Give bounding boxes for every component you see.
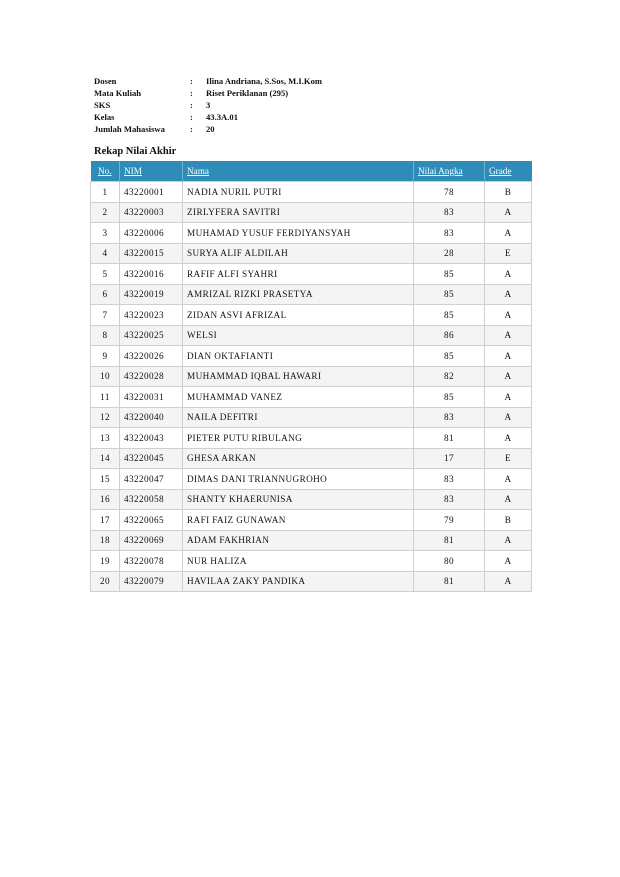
cell-nilai-angka: 28 xyxy=(414,243,485,264)
table-row xyxy=(91,489,532,510)
cell-nama: NAILA DEFITRI xyxy=(183,407,414,428)
cell-no: 7 xyxy=(91,305,120,326)
info-value: 43.3A.01 xyxy=(206,112,238,122)
info-separator: : xyxy=(190,88,193,98)
cell-nama: ADAM FAKHRIAN xyxy=(183,530,414,551)
cell-nim: 43220045 xyxy=(120,448,183,469)
cell-nim: 43220040 xyxy=(120,407,183,428)
cell-no: 19 xyxy=(91,551,120,572)
cell-grade: A xyxy=(485,469,532,490)
cell-nilai-angka: 83 xyxy=(414,407,485,428)
cell-no: 9 xyxy=(91,346,120,367)
cell-nim: 43220065 xyxy=(120,510,183,531)
table-row xyxy=(91,448,532,469)
cell-no: 10 xyxy=(91,366,120,387)
cell-no: 11 xyxy=(91,387,120,408)
info-separator: : xyxy=(190,112,193,122)
info-row xyxy=(94,123,322,135)
cell-nama: PIETER PUTU RIBULANG xyxy=(183,428,414,449)
column-header-nim[interactable]: NIM xyxy=(120,161,183,182)
cell-nim: 43220003 xyxy=(120,202,183,223)
table-row xyxy=(91,346,532,367)
cell-nilai-angka: 83 xyxy=(414,489,485,510)
cell-nilai-angka: 81 xyxy=(414,571,485,592)
cell-nama: SHANTY KHAERUNISA xyxy=(183,489,414,510)
cell-no: 4 xyxy=(91,243,120,264)
info-value: Ilina Andriana, S.Sos, M.I.Kom xyxy=(206,76,323,86)
cell-grade: A xyxy=(485,489,532,510)
info-value: 20 xyxy=(206,124,215,134)
table-row xyxy=(91,182,532,203)
info-row xyxy=(94,75,322,87)
cell-nama: ZIDAN ASVI AFRIZAL xyxy=(183,305,414,326)
table-row xyxy=(91,571,532,592)
table-row xyxy=(91,223,532,244)
cell-no: 5 xyxy=(91,264,120,285)
table-row xyxy=(91,510,532,531)
grades-table-body xyxy=(91,182,532,592)
cell-nim: 43220019 xyxy=(120,284,183,305)
cell-nim: 43220069 xyxy=(120,530,183,551)
cell-grade: E xyxy=(485,243,532,264)
cell-grade: A xyxy=(485,305,532,326)
info-separator: : xyxy=(190,76,193,86)
cell-nilai-angka: 85 xyxy=(414,264,485,285)
column-header-no[interactable]: No. xyxy=(91,161,120,182)
info-label: SKS xyxy=(94,100,111,110)
cell-nim: 43220006 xyxy=(120,223,183,244)
cell-nama: MUHAMMAD VANEZ xyxy=(183,387,414,408)
cell-nama: HAVILAA ZAKY PANDIKA xyxy=(183,571,414,592)
cell-no: 16 xyxy=(91,489,120,510)
cell-nim: 43220028 xyxy=(120,366,183,387)
cell-grade: A xyxy=(485,346,532,367)
cell-nim: 43220078 xyxy=(120,551,183,572)
table-header-row xyxy=(91,161,532,182)
cell-nama: WELSI xyxy=(183,325,414,346)
grades-table xyxy=(90,161,532,592)
table-row xyxy=(91,407,532,428)
cell-grade: A xyxy=(485,223,532,244)
cell-nim: 43220047 xyxy=(120,469,183,490)
cell-nilai-angka: 81 xyxy=(414,530,485,551)
cell-grade: A xyxy=(485,202,532,223)
cell-nilai-angka: 85 xyxy=(414,387,485,408)
cell-nama: NADIA NURIL PUTRI xyxy=(183,182,414,203)
table-row xyxy=(91,428,532,449)
cell-no: 20 xyxy=(91,571,120,592)
cell-grade: A xyxy=(485,530,532,551)
table-row xyxy=(91,366,532,387)
cell-nim: 43220026 xyxy=(120,346,183,367)
table-row xyxy=(91,202,532,223)
table-row xyxy=(91,551,532,572)
info-separator: : xyxy=(190,124,193,134)
cell-nim: 43220016 xyxy=(120,264,183,285)
cell-nilai-angka: 83 xyxy=(414,202,485,223)
cell-no: 13 xyxy=(91,428,120,449)
cell-nim: 43220023 xyxy=(120,305,183,326)
cell-nim: 43220043 xyxy=(120,428,183,449)
cell-no: 17 xyxy=(91,510,120,531)
cell-nim: 43220015 xyxy=(120,243,183,264)
table-row xyxy=(91,264,532,285)
cell-grade: A xyxy=(485,284,532,305)
column-header-grade[interactable]: Grade xyxy=(485,161,532,182)
cell-nilai-angka: 85 xyxy=(414,305,485,326)
table-row xyxy=(91,284,532,305)
cell-nilai-angka: 81 xyxy=(414,428,485,449)
cell-nim: 43220079 xyxy=(120,571,183,592)
table-row xyxy=(91,387,532,408)
cell-nama: MUHAMAD YUSUF FERDIYANSYAH xyxy=(183,223,414,244)
cell-grade: A xyxy=(485,407,532,428)
info-value: Riset Periklanan (295) xyxy=(206,88,289,98)
cell-grade: E xyxy=(485,448,532,469)
cell-nama: AMRIZAL RIZKI PRASETYA xyxy=(183,284,414,305)
cell-no: 3 xyxy=(91,223,120,244)
cell-no: 15 xyxy=(91,469,120,490)
cell-nilai-angka: 83 xyxy=(414,223,485,244)
cell-nama: RAFI FAIZ GUNAWAN xyxy=(183,510,414,531)
cell-grade: A xyxy=(485,571,532,592)
cell-nilai-angka: 80 xyxy=(414,551,485,572)
cell-no: 1 xyxy=(91,182,120,203)
cell-nilai-angka: 83 xyxy=(414,469,485,490)
cell-nama: SURYA ALIF ALDILAH xyxy=(183,243,414,264)
cell-nilai-angka: 86 xyxy=(414,325,485,346)
table-row xyxy=(91,325,532,346)
table-row xyxy=(91,305,532,326)
cell-grade: A xyxy=(485,366,532,387)
cell-grade: A xyxy=(485,387,532,408)
cell-no: 14 xyxy=(91,448,120,469)
cell-nim: 43220025 xyxy=(120,325,183,346)
cell-nilai-angka: 79 xyxy=(414,510,485,531)
info-row xyxy=(94,111,322,123)
cell-no: 2 xyxy=(91,202,120,223)
info-label: Dosen xyxy=(94,76,117,86)
cell-nilai-angka: 78 xyxy=(414,182,485,203)
cell-nim: 43220058 xyxy=(120,489,183,510)
info-label: Mata Kuliah xyxy=(94,88,142,98)
cell-nama: NUR HALIZA xyxy=(183,551,414,572)
cell-nama: MUHAMMAD IQBAL HAWARI xyxy=(183,366,414,387)
cell-no: 12 xyxy=(91,407,120,428)
cell-nilai-angka: 85 xyxy=(414,346,485,367)
table-row xyxy=(91,530,532,551)
column-header-nama[interactable]: Nama xyxy=(183,161,414,182)
info-value: 3 xyxy=(206,100,211,110)
page-title: Rekap Nilai Akhir xyxy=(94,146,177,157)
cell-grade: A xyxy=(485,325,532,346)
cell-nama: ZIRLYFERA SAVITRI xyxy=(183,202,414,223)
cell-nama: DIMAS DANI TRIANNUGROHO xyxy=(183,469,414,490)
info-row xyxy=(94,87,322,99)
info-separator: : xyxy=(190,100,193,110)
cell-nama: RAFIF ALFI SYAHRI xyxy=(183,264,414,285)
table-row xyxy=(91,469,532,490)
cell-nilai-angka: 85 xyxy=(414,284,485,305)
cell-no: 8 xyxy=(91,325,120,346)
info-row xyxy=(94,99,322,111)
course-info-body xyxy=(94,75,322,135)
info-label: Kelas xyxy=(94,112,115,122)
cell-grade: A xyxy=(485,551,532,572)
cell-nama: DIAN OKTAFIANTI xyxy=(183,346,414,367)
cell-grade: A xyxy=(485,428,532,449)
cell-nim: 43220031 xyxy=(120,387,183,408)
cell-grade: B xyxy=(485,182,532,203)
cell-no: 18 xyxy=(91,530,120,551)
info-label: Jumlah Mahasiswa xyxy=(94,124,165,134)
cell-no: 6 xyxy=(91,284,120,305)
cell-nilai-angka: 82 xyxy=(414,366,485,387)
cell-grade: A xyxy=(485,264,532,285)
table-row xyxy=(91,243,532,264)
course-info xyxy=(94,75,322,135)
cell-nim: 43220001 xyxy=(120,182,183,203)
cell-grade: B xyxy=(485,510,532,531)
cell-nama: GHESA ARKAN xyxy=(183,448,414,469)
cell-nilai-angka: 17 xyxy=(414,448,485,469)
column-header-nilai-angka[interactable]: Nilai Angka xyxy=(414,161,485,182)
